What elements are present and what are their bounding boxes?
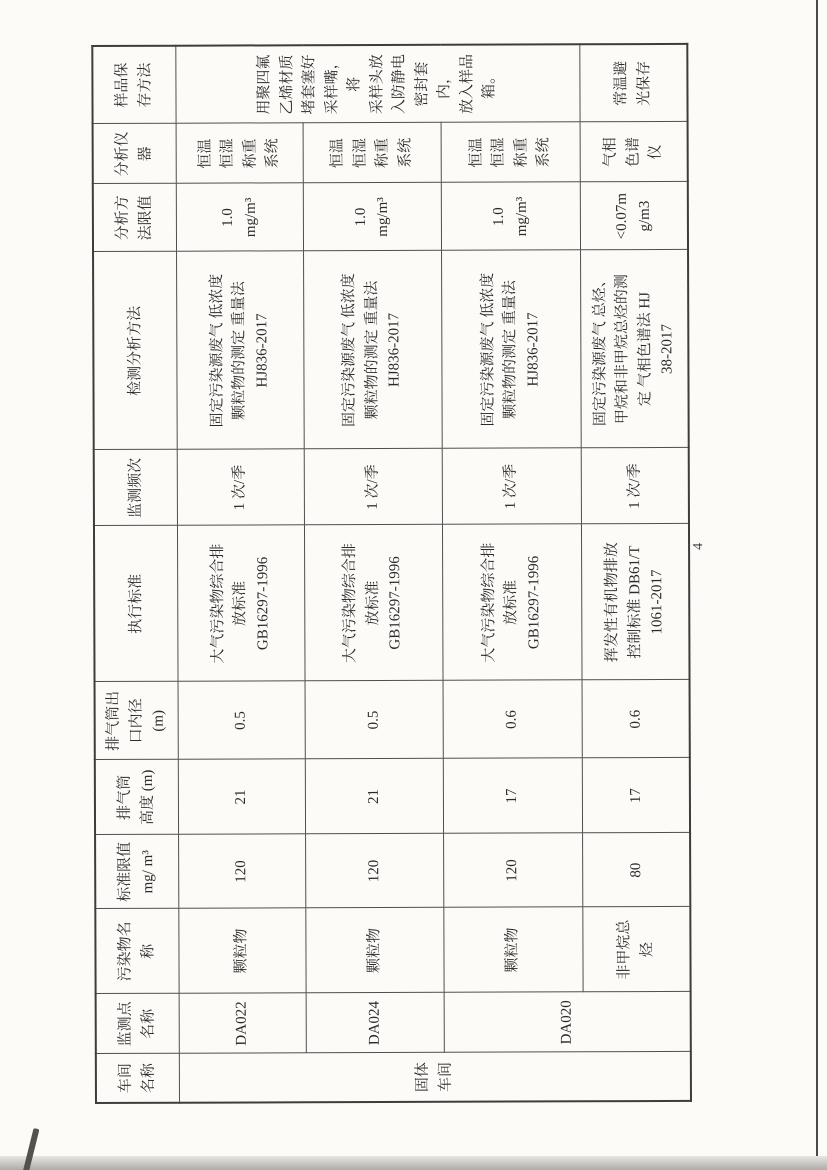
cell-limit: 120: [305, 834, 443, 908]
scan-page-edge-right: [816, 0, 818, 1156]
cell-workshop: 固体 车间: [179, 1052, 691, 1103]
header-stack-diameter: 排气筒出 口内径 (m): [95, 682, 178, 760]
cell-stack-height: 21: [305, 759, 443, 834]
cell-method: 固定污染源废气 低浓度 颗粒物的测定 重量法 HJ836-2017: [176, 251, 304, 449]
cell-pollutant: 非甲烷总 烃: [582, 907, 690, 992]
cell-frequency: 1 次/季: [442, 448, 581, 524]
cell-standard: 大气污染物综合排 放标准 GB16297-1996: [177, 525, 305, 681]
cell-pollutant: 颗粒物: [443, 907, 582, 992]
cell-stack-diameter: 0.5: [178, 681, 305, 759]
cell-pollutant: 颗粒物: [305, 908, 443, 993]
cell-point: DA024: [306, 993, 444, 1053]
header-standard: 执行标准: [94, 526, 178, 682]
header-row: [92, 46, 179, 1103]
scan-page-edge-bottom: [0, 1156, 827, 1170]
table-row: [440, 44, 583, 1101]
cell-stack-height: 17: [443, 758, 582, 833]
table-row: [302, 45, 444, 1102]
cell-pollutant: 颗粒物: [178, 908, 305, 993]
cell-stack-height: 17: [582, 758, 690, 833]
cell-instrument: 恒温 恒湿 称重 系统: [303, 123, 441, 183]
cell-instrument: 气相 色谱 仪: [580, 122, 688, 182]
header-point: 监测点 名称: [96, 994, 179, 1054]
cell-method-limit: 1.0 mg/m³: [176, 183, 303, 251]
cell-instrument: 恒温 恒湿 称重 系统: [441, 122, 580, 182]
header-limit: 标准限值 mg/ m³: [95, 835, 178, 909]
cell-frequency: 1 次/季: [177, 449, 304, 525]
cell-limit: 120: [443, 833, 582, 907]
cell-method: 固定污染源废气 低浓度 颗粒物的测定 重量法 HJ836-2017: [441, 250, 581, 448]
cell-stack-diameter: 0.6: [582, 680, 690, 758]
header-instrument: 分析仪 器: [93, 124, 176, 184]
header-method-limit: 分析方 法限值: [93, 184, 176, 252]
header-storage: 样品保 存方法: [92, 46, 175, 124]
rotated-table-area: [91, 45, 707, 1104]
cell-method-limit: 1.0 mg/m³: [441, 182, 580, 250]
header-frequency: 监测频次: [94, 450, 177, 526]
table-row: [579, 44, 691, 1101]
cell-stack-diameter: 0.6: [443, 680, 582, 758]
monitoring-table: [91, 43, 692, 1104]
cell-point: DA020: [444, 992, 691, 1053]
cell-standard: 大气污染物综合排 放标准 GB16297-1996: [304, 525, 443, 681]
page-number: 4: [691, 542, 707, 550]
header-workshop: 车间 名称: [96, 1054, 179, 1103]
cell-limit: 80: [582, 833, 690, 907]
cell-method: 固定污染源废气 总烃、 甲烷和非甲烷总烃的测 定 气相色谱法 HJ 38-2017: [580, 250, 689, 448]
cell-method-limit: <0.07m g/m3: [580, 182, 688, 250]
cell-frequency: 1 次/季: [304, 449, 442, 525]
header-stack-height: 排气筒 高度 (m): [95, 760, 178, 835]
cell-standard: 挥发性有机物排放 控制标准 DB61/T 1061-2017: [581, 524, 690, 680]
cell-frequency: 1 次/季: [581, 448, 689, 524]
table-row: [175, 45, 306, 1102]
cell-stack-diameter: 0.5: [305, 681, 443, 759]
cell-storage-merged: 用聚四氟 乙烯材质 堵套塞好 采样嘴，将 采样头放 入防静电 密封套内， 放入样品 箱。: [175, 44, 579, 123]
cell-point: DA022: [179, 993, 306, 1053]
cell-standard: 大气污染物综合排 放标准 GB16297-1996: [442, 524, 582, 680]
header-method: 检测分析方法: [93, 252, 177, 450]
cell-limit: 120: [178, 834, 305, 908]
header-pollutant: 污染物名 称: [95, 909, 178, 994]
cell-method: 固定污染源废气 低浓度 颗粒物的测定 重量法 HJ836-2017: [303, 251, 442, 449]
cell-stack-height: 21: [178, 759, 305, 834]
cell-method-limit: 1.0 mg/m³: [303, 183, 441, 251]
cell-storage: 常温避 光保存: [579, 44, 687, 122]
cell-instrument: 恒温 恒湿 称重 系统: [176, 123, 303, 183]
